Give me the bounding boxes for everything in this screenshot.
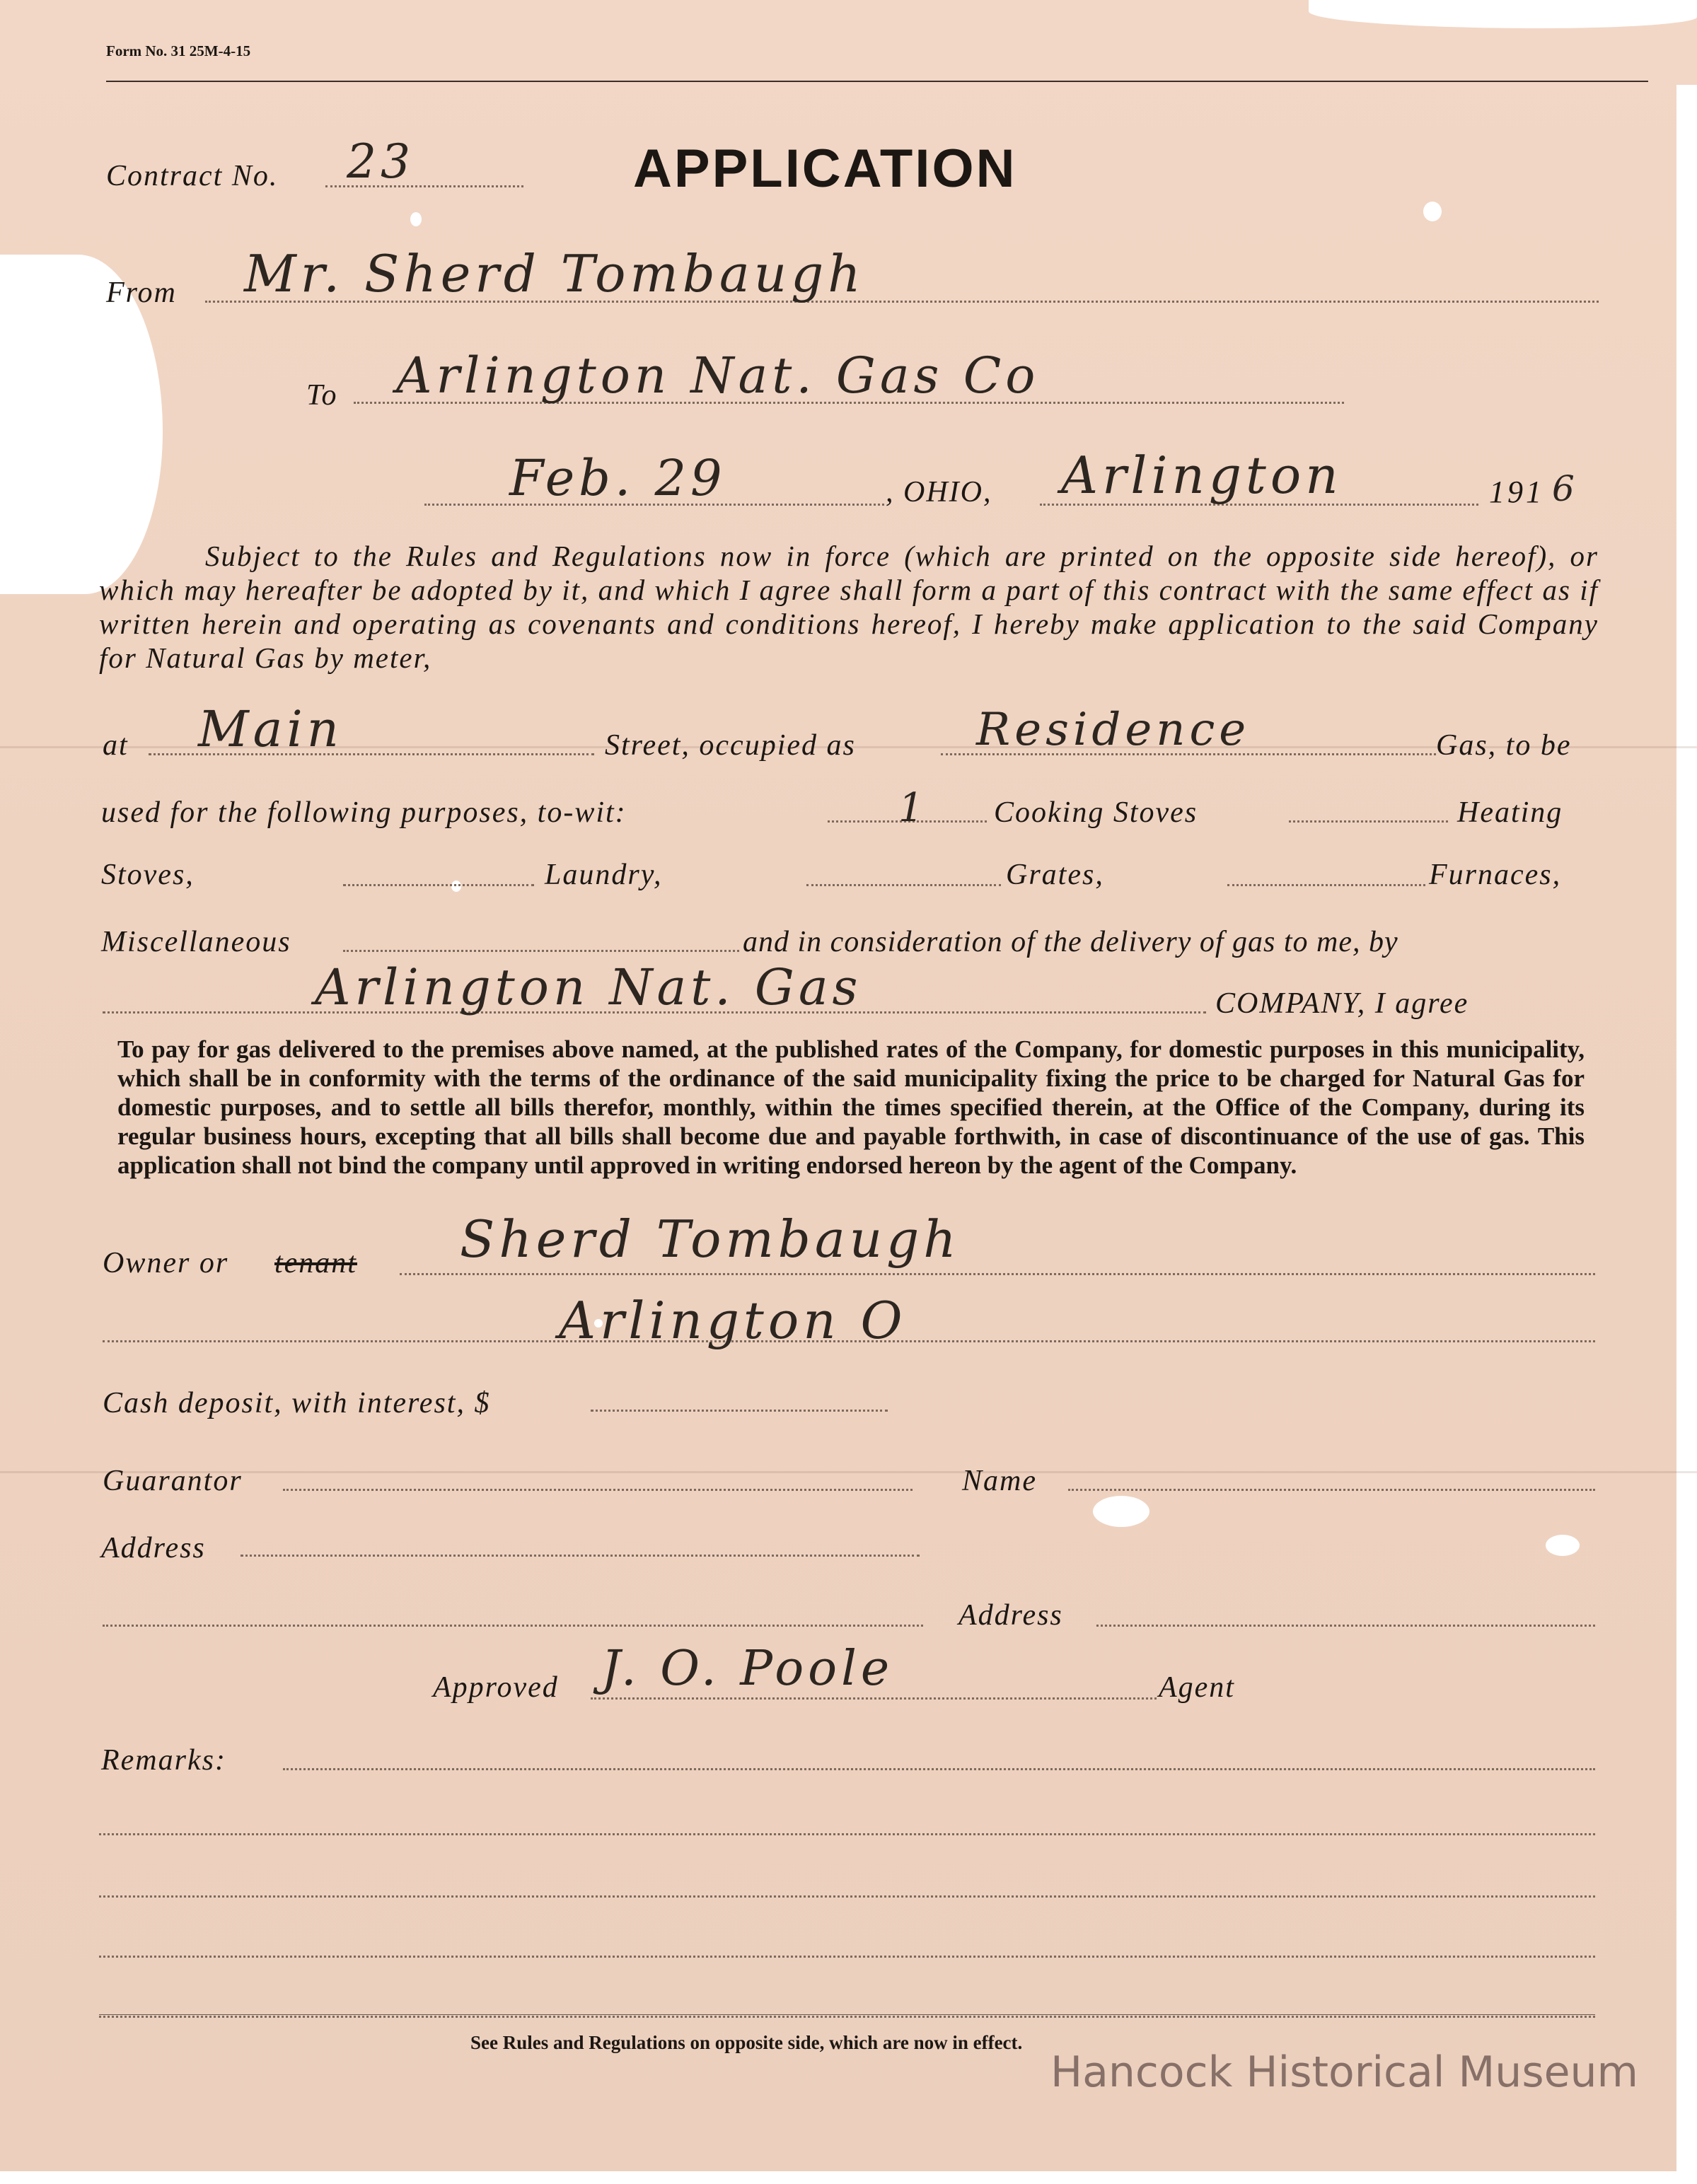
- paper-hole: [410, 212, 422, 226]
- from-label: From: [106, 277, 177, 309]
- misc-line: [343, 950, 739, 952]
- cash-deposit-label: Cash deposit, with interest, $: [103, 1387, 491, 1419]
- furnaces-label: Furnaces,: [1429, 859, 1562, 891]
- document-title: APPLICATION: [633, 139, 1017, 199]
- grates-line: [1227, 884, 1425, 886]
- heating-label: Heating: [1457, 796, 1563, 829]
- purposes-label: used for the following purposes, to-wit:: [101, 796, 627, 829]
- company-value: Arlington Nat. Gas: [315, 958, 862, 1016]
- remarks-line: [99, 1895, 1595, 1898]
- cash-deposit-line: [591, 1410, 888, 1412]
- contract-label: Contract No.: [106, 160, 279, 192]
- fold-line: [0, 1471, 1697, 1473]
- torn-edge-bottom: [0, 2171, 1697, 2184]
- contract-number: 23: [347, 134, 415, 189]
- header-rule: [106, 81, 1648, 82]
- owner-signature: Sherd Tombaugh: [460, 1209, 961, 1269]
- misc-label: Miscellaneous: [101, 926, 291, 958]
- from-value: Mr. Sherd Tombaugh: [244, 244, 865, 303]
- intro-paragraph: Subject to the Rules and Regulations now in force (which are printed on the opposite side hereof), or which may hereafter be adopted by it, and which I agree shall form a part of this contract with the same effect as if written herein and operating as covenants and conditions hereof, I hereby make application to the said Company for Natural Gas by meter,: [99, 540, 1599, 674]
- museum-watermark: Hancock Historical Museum: [1050, 2047, 1638, 2097]
- gas-label: Gas, to be: [1436, 729, 1572, 762]
- approved-signature: J. O. Poole: [601, 1641, 894, 1697]
- guarantor-label: Guarantor: [103, 1465, 243, 1497]
- footer-note: See Rules and Regulations on opposite side, which are now in effect.: [470, 2032, 1023, 2053]
- street-value: Main: [198, 700, 343, 758]
- grates-label: Grates,: [1006, 859, 1104, 891]
- remarks-line: [99, 1956, 1595, 1958]
- city-value: Arlington: [1061, 446, 1343, 505]
- address-label: Address: [101, 1532, 206, 1564]
- remarks-label: Remarks:: [101, 1744, 226, 1777]
- owner-line: [400, 1273, 1595, 1275]
- remarks-line: [99, 1833, 1595, 1835]
- laundry-label: Laundry,: [545, 859, 663, 891]
- cooking-label: Cooking Stoves: [994, 796, 1198, 829]
- name-line: [1068, 1489, 1595, 1491]
- ohio-label: , OHIO,: [886, 476, 992, 509]
- remarks-line: [283, 1768, 1595, 1770]
- paper-hole: [451, 881, 461, 892]
- cooking-value: 1: [898, 785, 928, 831]
- paper-hole: [1423, 202, 1442, 221]
- form-number: Form No. 31 25M-4-15: [106, 42, 251, 59]
- address-line: [241, 1555, 920, 1557]
- owner-address: Arlington O: [559, 1291, 907, 1350]
- occupied-value: Residence: [976, 704, 1251, 756]
- to-value: Arlington Nat. Gas Co: [396, 347, 1040, 405]
- approved-label: Approved: [433, 1671, 559, 1704]
- address2-label: Address: [958, 1599, 1063, 1632]
- torn-edge-right: [1676, 85, 1697, 2178]
- year-suffix: 6: [1552, 468, 1575, 509]
- street-label: Street, occupied as: [605, 729, 856, 762]
- footer-rule: [99, 2014, 1595, 2015]
- remarks-line: [99, 2016, 1595, 2018]
- guarantor-line: [283, 1489, 913, 1491]
- owner-struck-tenant: tenant: [274, 1247, 357, 1279]
- terms-paragraph: To pay for gas delivered to the premises above named, at the published rates of the Company, for domestic purposes in this municipality, which shall be in conformity with the terms of the ordinance of the said municipality fixing the price to be charged for Natural Gas for domestic purposes, and to settle all bills therefor, monthly, within the times specified therein, at the Office of the Company, during its regular business hours, excepting that all bills shall become due and payable forthwith, in case of discontinuance of the use of gas. This application shall not bind the company until approved in writing endorsed hereon by the agent of the Company.: [117, 1035, 1585, 1179]
- paper-hole: [1546, 1535, 1580, 1556]
- owner-label: Owner or: [103, 1247, 229, 1279]
- to-label: To: [306, 379, 338, 412]
- address2-line: [1096, 1625, 1595, 1627]
- paper-hole: [1093, 1496, 1149, 1527]
- torn-edge-top-right: [1309, 0, 1697, 28]
- company-label: COMPANY, I agree: [1215, 987, 1469, 1020]
- agent-label: Agent: [1159, 1671, 1235, 1704]
- approved-line: [591, 1697, 1157, 1700]
- year-prefix: 191: [1489, 475, 1544, 509]
- at-label: at: [103, 729, 129, 762]
- address-line-2: [103, 1625, 923, 1627]
- heating-line: [1289, 820, 1448, 823]
- laundry-line: [806, 884, 1001, 886]
- stoves-label: Stoves,: [101, 859, 195, 891]
- consideration-label: and in consideration of the delivery of gas to me, by: [743, 926, 1398, 958]
- stoves-line: [343, 884, 534, 886]
- name-label: Name: [962, 1465, 1037, 1497]
- date-value: Feb. 29: [509, 449, 726, 507]
